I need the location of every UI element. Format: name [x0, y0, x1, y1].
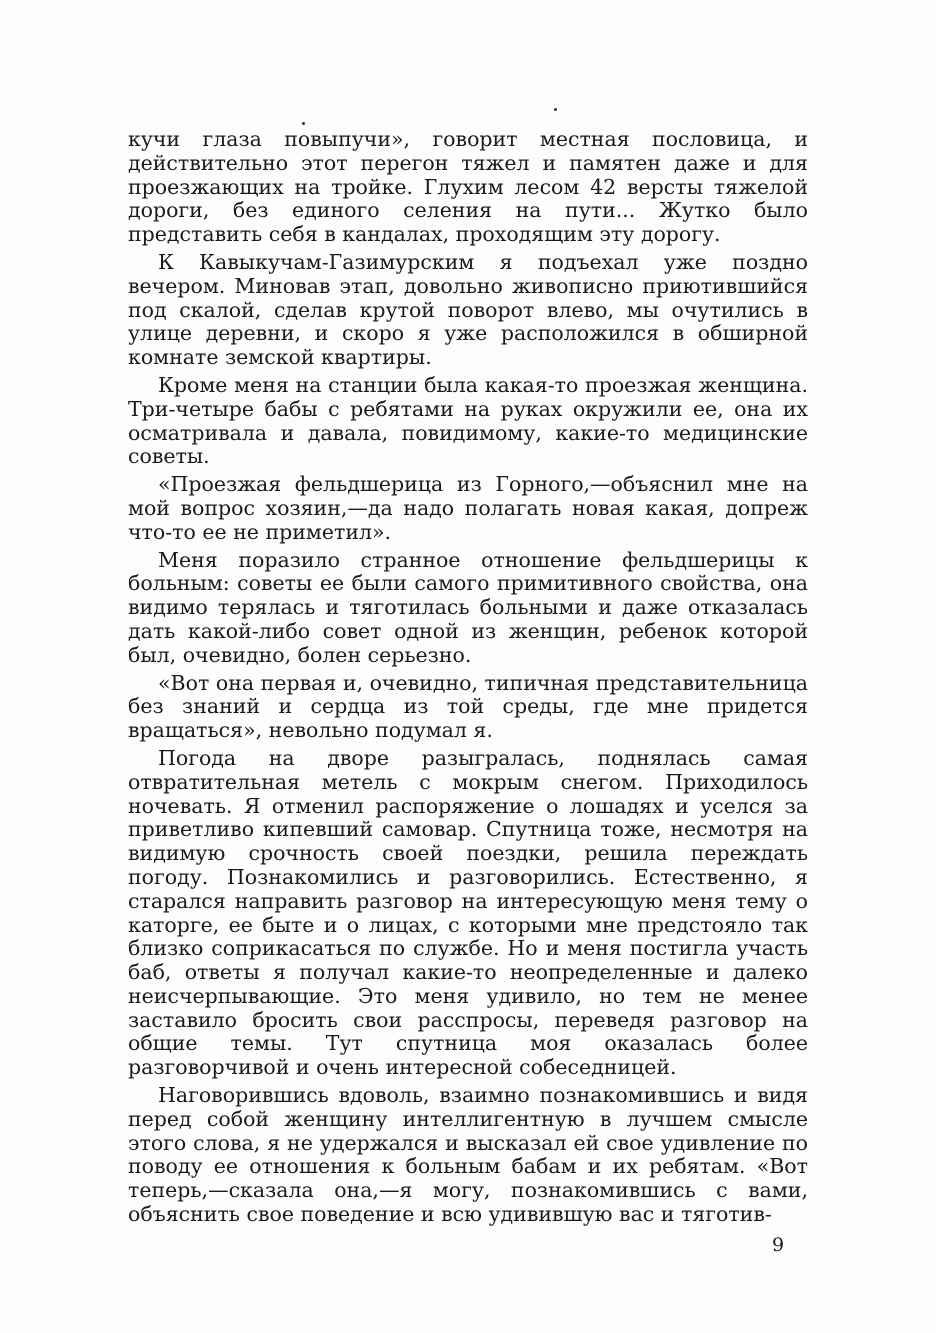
print-speck [302, 122, 305, 125]
paragraph: «Проезжая фельдшерица из Горного,—объяснил мне на мой вопрос хозяин,—да надо полагать новая какая, допреж что-то ее не приметил». [128, 472, 808, 544]
paragraph: «Вот она первая и, очевидно, типичная представительница без знаний и сердца из той среды, где мне придется вращаться», невольно подумал я. [128, 670, 808, 743]
paragraph: Погода на дворе разыгралась, поднялась самая отвратительная метель с мокрым снегом. Приходилось ночевать. Я отменил распоряжение о лошадях и уселся за приветливо кипевший самовар. Спутница тоже, несмотря на видимую срочность своей поездки, решила переждать погоду. Познакомились и разговорились. Естественно, я старался направить разговор на интересующую меня тему о каторге, ее быте и о лицах, с которыми мне предстояло так близко соприкасаться по службе. Но и меня постигла участь баб, ответы я получал какие-то неопределенные и далеко неисчерпывающие. Это меня удивило, но тем не менее заставило бросить свои расспросы, переведя разговор на общие темы. Тут спутница моя оказалась более разговорчивой и очень интересной собеседницей. [128, 745, 808, 1080]
paragraph: кучи глаза повыпучи», говорит местная пословица, и действительно этот перегон тяжел и памятен даже и для проезжающих на тройке. Глухим лесом 42 версты тяжелой дороги, без единого селения на пути... Жутко было представить себя в кандалах, проходящим эту дорогу. [128, 127, 808, 247]
print-speck [554, 108, 557, 111]
paragraph: Меня поразило странное отношение фельдшерицы к больным: советы ее были самого примитивного свойства, она видимо терялась и тяготилась больными и даже отказалась дать какой-либо совет одной из женщин, ребенок которой был, очевидно, болен серьезно. [128, 547, 808, 667]
page-number: 9 [772, 1234, 785, 1256]
paragraph: Наговорившись вдоволь, взаимно познакомившись и видя перед собой женщину интеллигентную в лучшем смысле этого слова, я не удержался и высказал ей свое удивление по поводу ее отношения к больным бабам и их ребятам. «Вот теперь,—сказала она,—я могу, познакомившись с вами, объяснить свое поведение и всю удивившую вас и тяготив- [128, 1083, 808, 1227]
paragraph: Кроме меня на станции была какая-то проезжая женщина. Три-четыре бабы с ребятами на руках окружили ее, она их осматривала и давала, повидимому, какие-то медицинские советы. [128, 372, 808, 469]
paragraph: К Кавыкучам-Газимурским я подъехал уже поздно вечером. Миновав этап, довольно живописно приютившийся под скалой, сделав крутой поворот влево, мы очутились в улице деревни, и скоро я уже расположился в обширной комнате земской квартиры. [128, 249, 808, 370]
body-text [128, 128, 808, 1231]
